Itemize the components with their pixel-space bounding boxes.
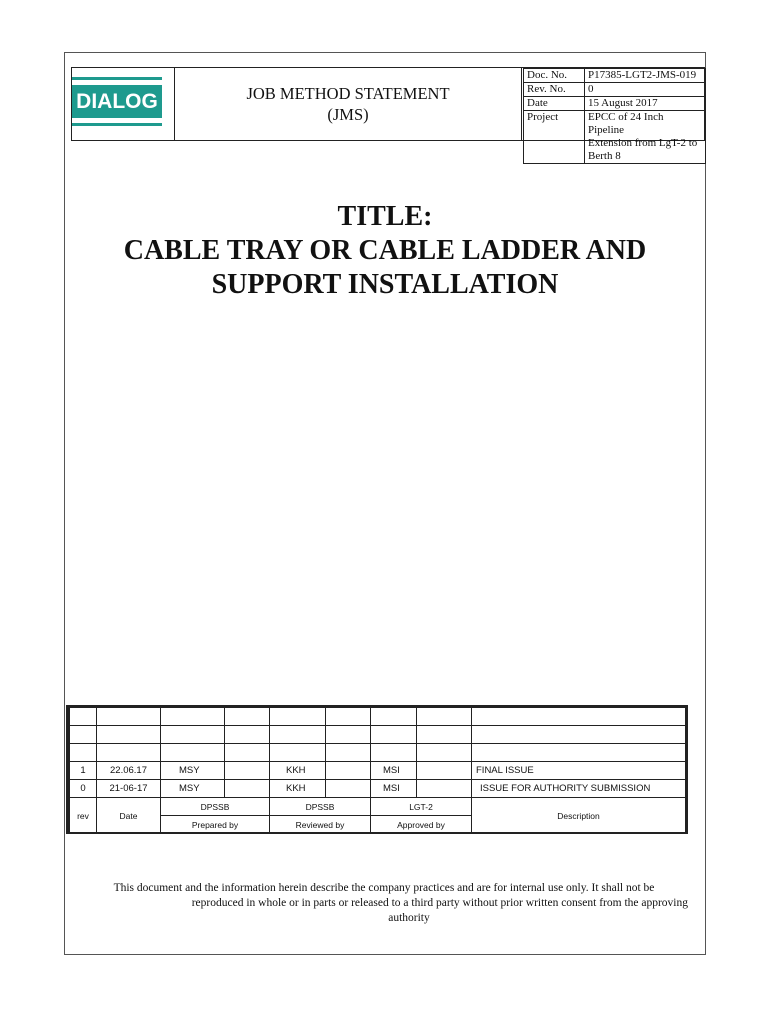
description-cell: ISSUE FOR AUTHORITY SUBMISSION [472,780,686,798]
table-row [70,780,686,798]
project-line2: Extension from LgT-2 to Berth 8 [588,137,698,162]
document-header [71,67,705,162]
dialog-logo [72,77,162,127]
reviewed-sign-cell [326,744,371,762]
logo-text: DIALOG [72,85,162,118]
reviewed-cell: KKH [270,780,326,798]
prepared-cell [161,726,225,744]
table-header-row [70,798,686,816]
prepared-cell [161,708,225,726]
approved-cell [371,708,417,726]
table-row [70,744,686,762]
title-label: TITLE: [337,201,433,232]
rev-header: rev [70,798,97,834]
reviewed-org-header: DPSSB [270,798,371,816]
rev-cell [70,744,97,762]
description-cell [472,708,686,726]
approved-cell [371,744,417,762]
prepared-sign-cell [225,708,270,726]
meta-label: Doc. No. [524,69,585,83]
approved-cell: MSI [371,762,417,780]
date-cell: 21-06-17 [97,780,161,798]
reviewed-sign-cell [326,762,371,780]
description-header: Description [472,798,686,834]
page-title [64,200,706,302]
reviewed-sign-cell [326,780,371,798]
approved-org-header: LGT-2 [371,798,472,816]
reviewed-cell [270,744,326,762]
prepared-sign-cell [225,726,270,744]
doc-type-line2: (JMS) [327,105,369,124]
reviewed-sign-cell [326,726,371,744]
meta-value [585,111,706,164]
prepared-cell [161,744,225,762]
meta-value: 0 [585,83,706,97]
project-line1: EPCC of 24 Inch Pipeline [588,111,664,136]
reviewed-sign-cell [326,708,371,726]
disclaimer [74,881,694,926]
meta-row-doc-no [524,69,706,83]
meta-row-project [524,111,706,164]
disclaimer-line1: This document and the information herein describe the company practices and are for internal use only. It shall not be [113,882,655,894]
title-line1: CABLE TRAY OR CABLE LADDER AND [123,235,647,266]
approved-sign-cell [417,744,472,762]
reviewed-cell: KKH [270,762,326,780]
prepared-sign-cell [225,780,270,798]
reviewed-by-header: Reviewed by [270,816,371,834]
description-cell [472,726,686,744]
prepared-by-header: Prepared by [161,816,270,834]
logo-bar-bottom [72,123,162,126]
doc-meta [523,68,705,162]
reviewed-cell [270,708,326,726]
date-cell: 22.06.17 [97,762,161,780]
approved-sign-cell [417,726,472,744]
description-cell [472,744,686,762]
meta-value: 15 August 2017 [585,97,706,111]
approved-by-header: Approved by [371,816,472,834]
approved-cell: MSI [371,780,417,798]
logo-bar-top [72,77,162,80]
meta-label: Rev. No. [524,83,585,97]
rev-cell: 0 [70,780,97,798]
rev-cell: 1 [70,762,97,780]
approved-sign-cell [417,780,472,798]
prepared-org-header: DPSSB [161,798,270,816]
meta-value: P17385-LGT2-JMS-019 [585,69,706,83]
meta-label: Date [524,97,585,111]
doc-type-title [175,68,522,140]
date-cell [97,708,161,726]
meta-row-rev-no [524,83,706,97]
meta-row-date [524,97,706,111]
reviewed-cell [270,726,326,744]
rev-cell [70,726,97,744]
disclaimer-line3: authority [388,912,430,924]
disclaimer-line2: reproduced in whole or in parts or released to a third party without prior written consent from the approving [191,897,688,909]
approved-sign-cell [417,762,472,780]
doc-type-line1: JOB METHOD STATEMENT [246,84,450,103]
prepared-sign-cell [225,744,270,762]
description-cell: FINAL ISSUE [472,762,686,780]
date-cell [97,744,161,762]
table-row [70,762,686,780]
prepared-sign-cell [225,762,270,780]
rev-cell [70,708,97,726]
meta-label: Project [524,111,585,164]
table-row [70,708,686,726]
table-row [70,726,686,744]
prepared-cell: MSY [161,762,225,780]
revision-table [66,705,688,834]
approved-sign-cell [417,708,472,726]
title-line2: SUPPORT INSTALLATION [211,269,559,300]
prepared-cell: MSY [161,780,225,798]
date-cell [97,726,161,744]
date-header: Date [97,798,161,834]
logo-cell [72,68,175,140]
approved-cell [371,726,417,744]
